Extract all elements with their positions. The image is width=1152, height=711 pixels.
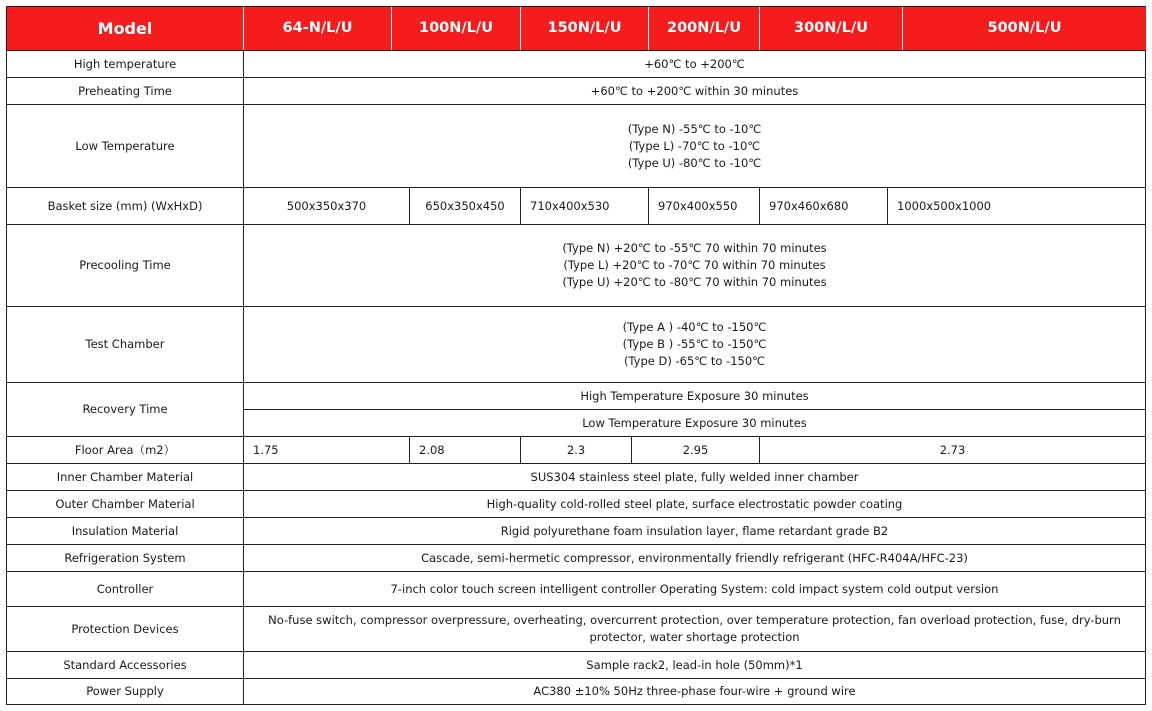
row-label: Precooling Time bbox=[79, 258, 171, 272]
row-label: Basket size (mm) (WxHxD) bbox=[47, 198, 203, 213]
table-row bbox=[7, 104, 1145, 187]
row-label: Preheating Time bbox=[78, 83, 172, 98]
basket-size-cell: 710x400x530 bbox=[520, 188, 648, 224]
table-row bbox=[7, 463, 1145, 490]
row-label: Low Temperature bbox=[75, 138, 175, 153]
row-value: (Type N) +20℃ to -55℃ 70 within 70 minutes (Type L) +20℃ to -70℃ 70 within 70 minutes (Type U) +20℃ to -80℃ 70 within 70 minutes bbox=[243, 225, 1145, 306]
row-label: Power Supply bbox=[86, 684, 164, 698]
row-value: (Type N) -55℃ to -10℃ (Type L) -70℃ to -10℃ (Type U) -80℃ to -10℃ bbox=[243, 105, 1145, 187]
row-value: +60℃ to +200℃ within 30 minutes bbox=[243, 78, 1145, 104]
floor-area-cell: 2.3 bbox=[520, 437, 631, 463]
row-label: Floor Area（m2） bbox=[74, 442, 176, 457]
row-value: +60℃ to +200℃ bbox=[243, 51, 1145, 77]
basket-size-cell: 970x400x550 bbox=[648, 188, 759, 224]
row-value: Cascade, semi-hermetic compressor, environmentally friendly refrigerant (HFC-R404A/HFC-23) bbox=[243, 545, 1145, 571]
floor-area-cell: 2.95 bbox=[631, 437, 759, 463]
header-model-150: 150N/L/U bbox=[520, 7, 648, 50]
header-model-300: 300N/L/U bbox=[759, 7, 902, 50]
table-row bbox=[7, 651, 1145, 678]
row-value: No-fuse switch, compressor overpressure, overheating, overcurrent protection, over temperature protection, fan overload protection, fuse, dry-burn protector, water shortage protection bbox=[243, 607, 1145, 651]
table-header-row bbox=[7, 7, 1145, 50]
header-model-200: 200N/L/U bbox=[648, 7, 759, 50]
table-row bbox=[7, 678, 1145, 704]
row-label: Insulation Material bbox=[71, 523, 179, 538]
table-row bbox=[7, 382, 1145, 436]
recovery-low-value: Low Temperature Exposure 30 minutes bbox=[243, 410, 1145, 436]
header-model-500: 500N/L/U bbox=[902, 7, 1146, 50]
row-label: Controller bbox=[96, 581, 154, 596]
header-model: Model bbox=[7, 7, 243, 50]
table-row bbox=[7, 306, 1145, 382]
row-value: Sample rack2, lead-in hole (50mm)*1 bbox=[243, 652, 1145, 678]
row-value: SUS304 stainless steel plate, fully welded inner chamber bbox=[243, 464, 1145, 490]
table-row bbox=[7, 606, 1145, 651]
floor-area-cell: 2.73 bbox=[759, 437, 1145, 463]
floor-area-cell: 2.08 bbox=[409, 437, 520, 463]
table-row bbox=[7, 544, 1145, 571]
row-label: Protection Devices bbox=[71, 621, 179, 636]
spec-table bbox=[6, 6, 1146, 705]
row-label: Test Chamber bbox=[85, 337, 165, 351]
header-model-100: 100N/L/U bbox=[391, 7, 520, 50]
row-value: 7-inch color touch screen intelligent controller Operating System: cold impact system cold output version bbox=[243, 572, 1145, 606]
row-label: Inner Chamber Material bbox=[56, 469, 194, 484]
table-row bbox=[7, 77, 1145, 104]
table-row bbox=[7, 436, 1145, 463]
row-label: High temperature bbox=[73, 56, 177, 71]
header-model-64: 64-N/L/U bbox=[243, 7, 391, 50]
table-row bbox=[7, 50, 1145, 77]
table-row bbox=[7, 224, 1145, 306]
basket-size-cell: 1000x500x1000 bbox=[887, 188, 1145, 224]
table-row bbox=[7, 517, 1145, 544]
row-label: Recovery Time bbox=[82, 402, 168, 416]
basket-size-cell: 650x350x450 bbox=[409, 188, 520, 224]
row-value: (Type A ) -40℃ to -150℃ (Type B ) -55℃ to -150℃ (Type D) -65℃ to -150℃ bbox=[243, 307, 1145, 382]
row-value: Rigid polyurethane foam insulation layer, flame retardant grade B2 bbox=[243, 518, 1145, 544]
row-label: Refrigeration System bbox=[64, 550, 186, 565]
table-row bbox=[7, 490, 1145, 517]
table-row bbox=[7, 187, 1145, 224]
row-value: AC380 ±10% 50Hz three-phase four-wire + ground wire bbox=[243, 679, 1145, 704]
basket-size-cell: 500x350x370 bbox=[243, 188, 409, 224]
row-label: Standard Accessories bbox=[63, 657, 187, 672]
table-row bbox=[7, 571, 1145, 606]
basket-size-cell: 970x460x680 bbox=[759, 188, 887, 224]
floor-area-cell: 1.75 bbox=[243, 437, 409, 463]
row-value: High-quality cold-rolled steel plate, surface electrostatic powder coating bbox=[243, 491, 1145, 517]
row-label: Outer Chamber Material bbox=[55, 496, 195, 511]
recovery-high-value: High Temperature Exposure 30 minutes bbox=[243, 383, 1145, 409]
